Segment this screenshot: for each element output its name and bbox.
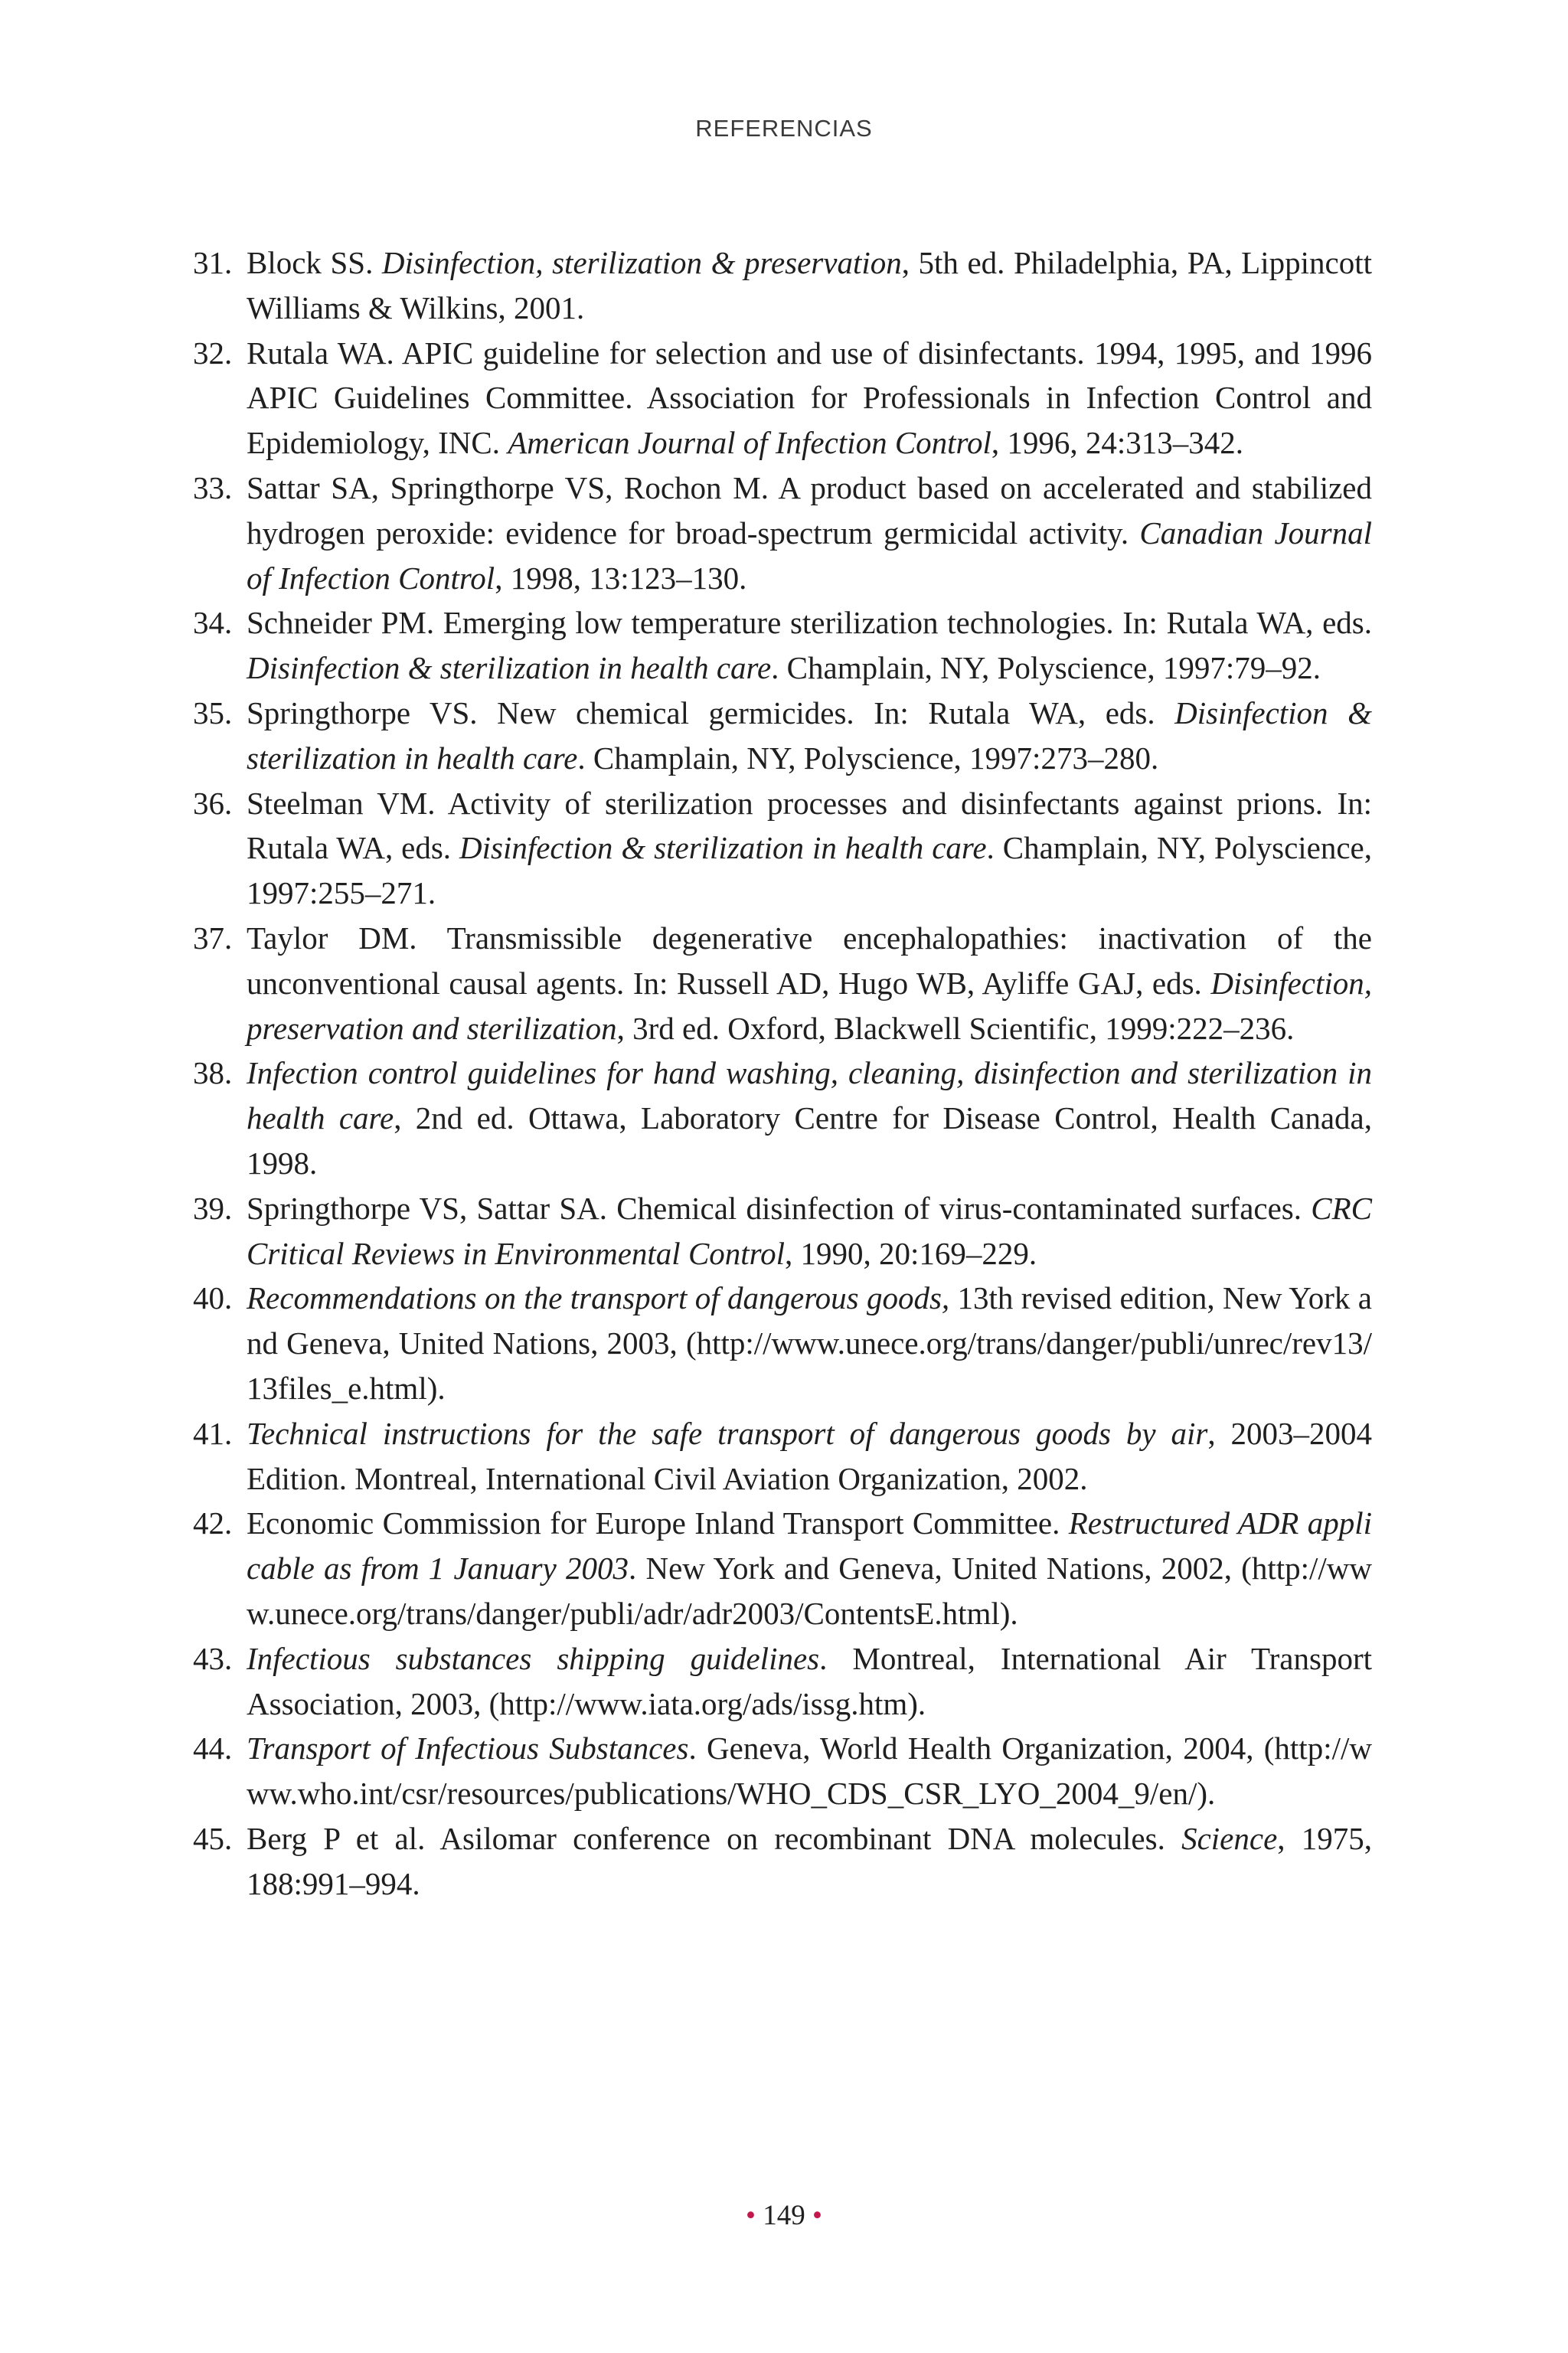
reference-number: 43. bbox=[193, 1640, 233, 1676]
running-head: REFERENCIAS bbox=[695, 115, 873, 142]
bullet-left: • bbox=[746, 2200, 756, 2231]
reference-text: Sattar SA, Springthorpe VS, Rochon M. A product based on accelerated and stabilized hydrogen peroxide: evidence for broad-spectrum germicidal activity. Canadian Journal of Infection Control, 1998, 13:123–130. bbox=[247, 469, 1372, 596]
reference-number: 32. bbox=[193, 335, 233, 371]
reference-number: 41. bbox=[193, 1415, 233, 1451]
reference-number: 37. bbox=[193, 920, 233, 956]
reference-text: Recommendations on the transport of dangerous goods, 13th revised edition, New York and Geneva, United Nations, 2003, (http://www.unece.org/trans/danger/publi/unrec/rev13/13files_e.html). bbox=[247, 1280, 1372, 1406]
reference-text: Economic Commission for Europe Inland Transport Committee. Restructured ADR applicable as from 1 January 2003. New York and Geneva, United Nations, 2002, (http://www.unece.org/trans/danger/publi/adr/adr2003/ContentsE.html). bbox=[247, 1505, 1372, 1631]
reference-text: Schneider PM. Emerging low temperature sterilization technologies. In: Rutala WA, eds. Disinfection & sterilization in health care. Champlain, NY, Polyscience, 1997:79–92. bbox=[247, 605, 1372, 686]
reference-number: 35. bbox=[193, 694, 233, 730]
reference-item bbox=[193, 1186, 1372, 1276]
reference-text: Taylor DM. Transmissible degenerative encephalopathies: inactivation of the unconventional causal agents. In: Russell AD, Hugo WB, Ayliffe GAJ, eds. Disinfection, preservation and sterilization, 3rd ed. Oxford, Blackwell Scientific, 1999:222–236. bbox=[247, 920, 1372, 1046]
reference-item bbox=[193, 1726, 1372, 1816]
reference-item bbox=[193, 1636, 1372, 1727]
reference-list bbox=[193, 240, 1372, 1906]
reference-item bbox=[193, 781, 1372, 916]
reference-number: 34. bbox=[193, 605, 233, 641]
reference-item bbox=[193, 1411, 1372, 1502]
reference-item bbox=[193, 466, 1372, 600]
reference-number: 31. bbox=[193, 245, 233, 280]
page-number bbox=[0, 2199, 1568, 2232]
reference-item bbox=[193, 240, 1372, 331]
reference-number: 33. bbox=[193, 469, 233, 505]
reference-item bbox=[193, 600, 1372, 691]
reference-text: Technical instructions for the safe transport of dangerous goods by air, 2003–2004 Edition. Montreal, International Civil Aviation Organization, 2002. bbox=[247, 1415, 1372, 1496]
reference-text: Infectious substances shipping guidelines. Montreal, International Air Transport Association, 2003, (http://www.iata.org/ads/issg.htm). bbox=[247, 1640, 1373, 1721]
reference-text: Transport of Infectious Substances. Geneva, World Health Organization, 2004, (http://www.who.int/csr/resources/publications/WHO_CDS_CSR_LYO_2004_9/en/). bbox=[247, 1730, 1372, 1812]
reference-number: 39. bbox=[193, 1190, 233, 1226]
reference-item bbox=[193, 1051, 1372, 1185]
page-number-value: 149 bbox=[763, 2200, 805, 2231]
reference-item bbox=[193, 691, 1372, 781]
reference-number: 38. bbox=[193, 1055, 233, 1091]
reference-item bbox=[193, 1501, 1372, 1636]
reference-text: Rutala WA. APIC guideline for selection and use of disinfectants. 1994, 1995, and 1996 APIC Guidelines Committee. Association for Professionals in Infection Control and Epidemiology, INC. American Journal of Infection Control, 1996, 24:313–342. bbox=[247, 335, 1372, 461]
reference-text: Berg P et al. Asilomar conference on recombinant DNA molecules. Science, 1975, 188:991–994. bbox=[247, 1820, 1372, 1901]
bullet-right: • bbox=[812, 2200, 822, 2231]
reference-text: Infection control guidelines for hand washing, cleaning, disinfection and sterilization in health care, 2nd ed. Ottawa, Laboratory Centre for Disease Control, Health Canada, 1998. bbox=[247, 1055, 1372, 1181]
reference-number: 44. bbox=[193, 1730, 233, 1766]
reference-number: 36. bbox=[193, 785, 233, 821]
reference-number: 42. bbox=[193, 1505, 233, 1541]
reference-item bbox=[193, 1816, 1372, 1907]
reference-number: 45. bbox=[193, 1820, 233, 1856]
reference-number: 40. bbox=[193, 1280, 233, 1316]
reference-text: Block SS. Disinfection, sterilization & preservation, 5th ed. Philadelphia, PA, Lippincott Williams & Wilkins, 2001. bbox=[247, 245, 1372, 325]
reference-text: Springthorpe VS, Sattar SA. Chemical disinfection of virus-contaminated surfaces. CRC Critical Reviews in Environmental Control, 1990, 20:169–229. bbox=[247, 1190, 1372, 1271]
reference-text: Springthorpe VS. New chemical germicides. In: Rutala WA, eds. Disinfection & sterilization in health care. Champlain, NY, Polyscience, 1997:273–280. bbox=[247, 694, 1372, 776]
reference-text: Steelman VM. Activity of sterilization processes and disinfectants against prions. In: Rutala WA, eds. Disinfection & sterilization in health care. Champlain, NY, Polyscience, 1997:255–271. bbox=[247, 785, 1373, 911]
reference-item bbox=[193, 331, 1372, 466]
reference-item bbox=[193, 1276, 1372, 1410]
reference-item bbox=[193, 916, 1372, 1051]
